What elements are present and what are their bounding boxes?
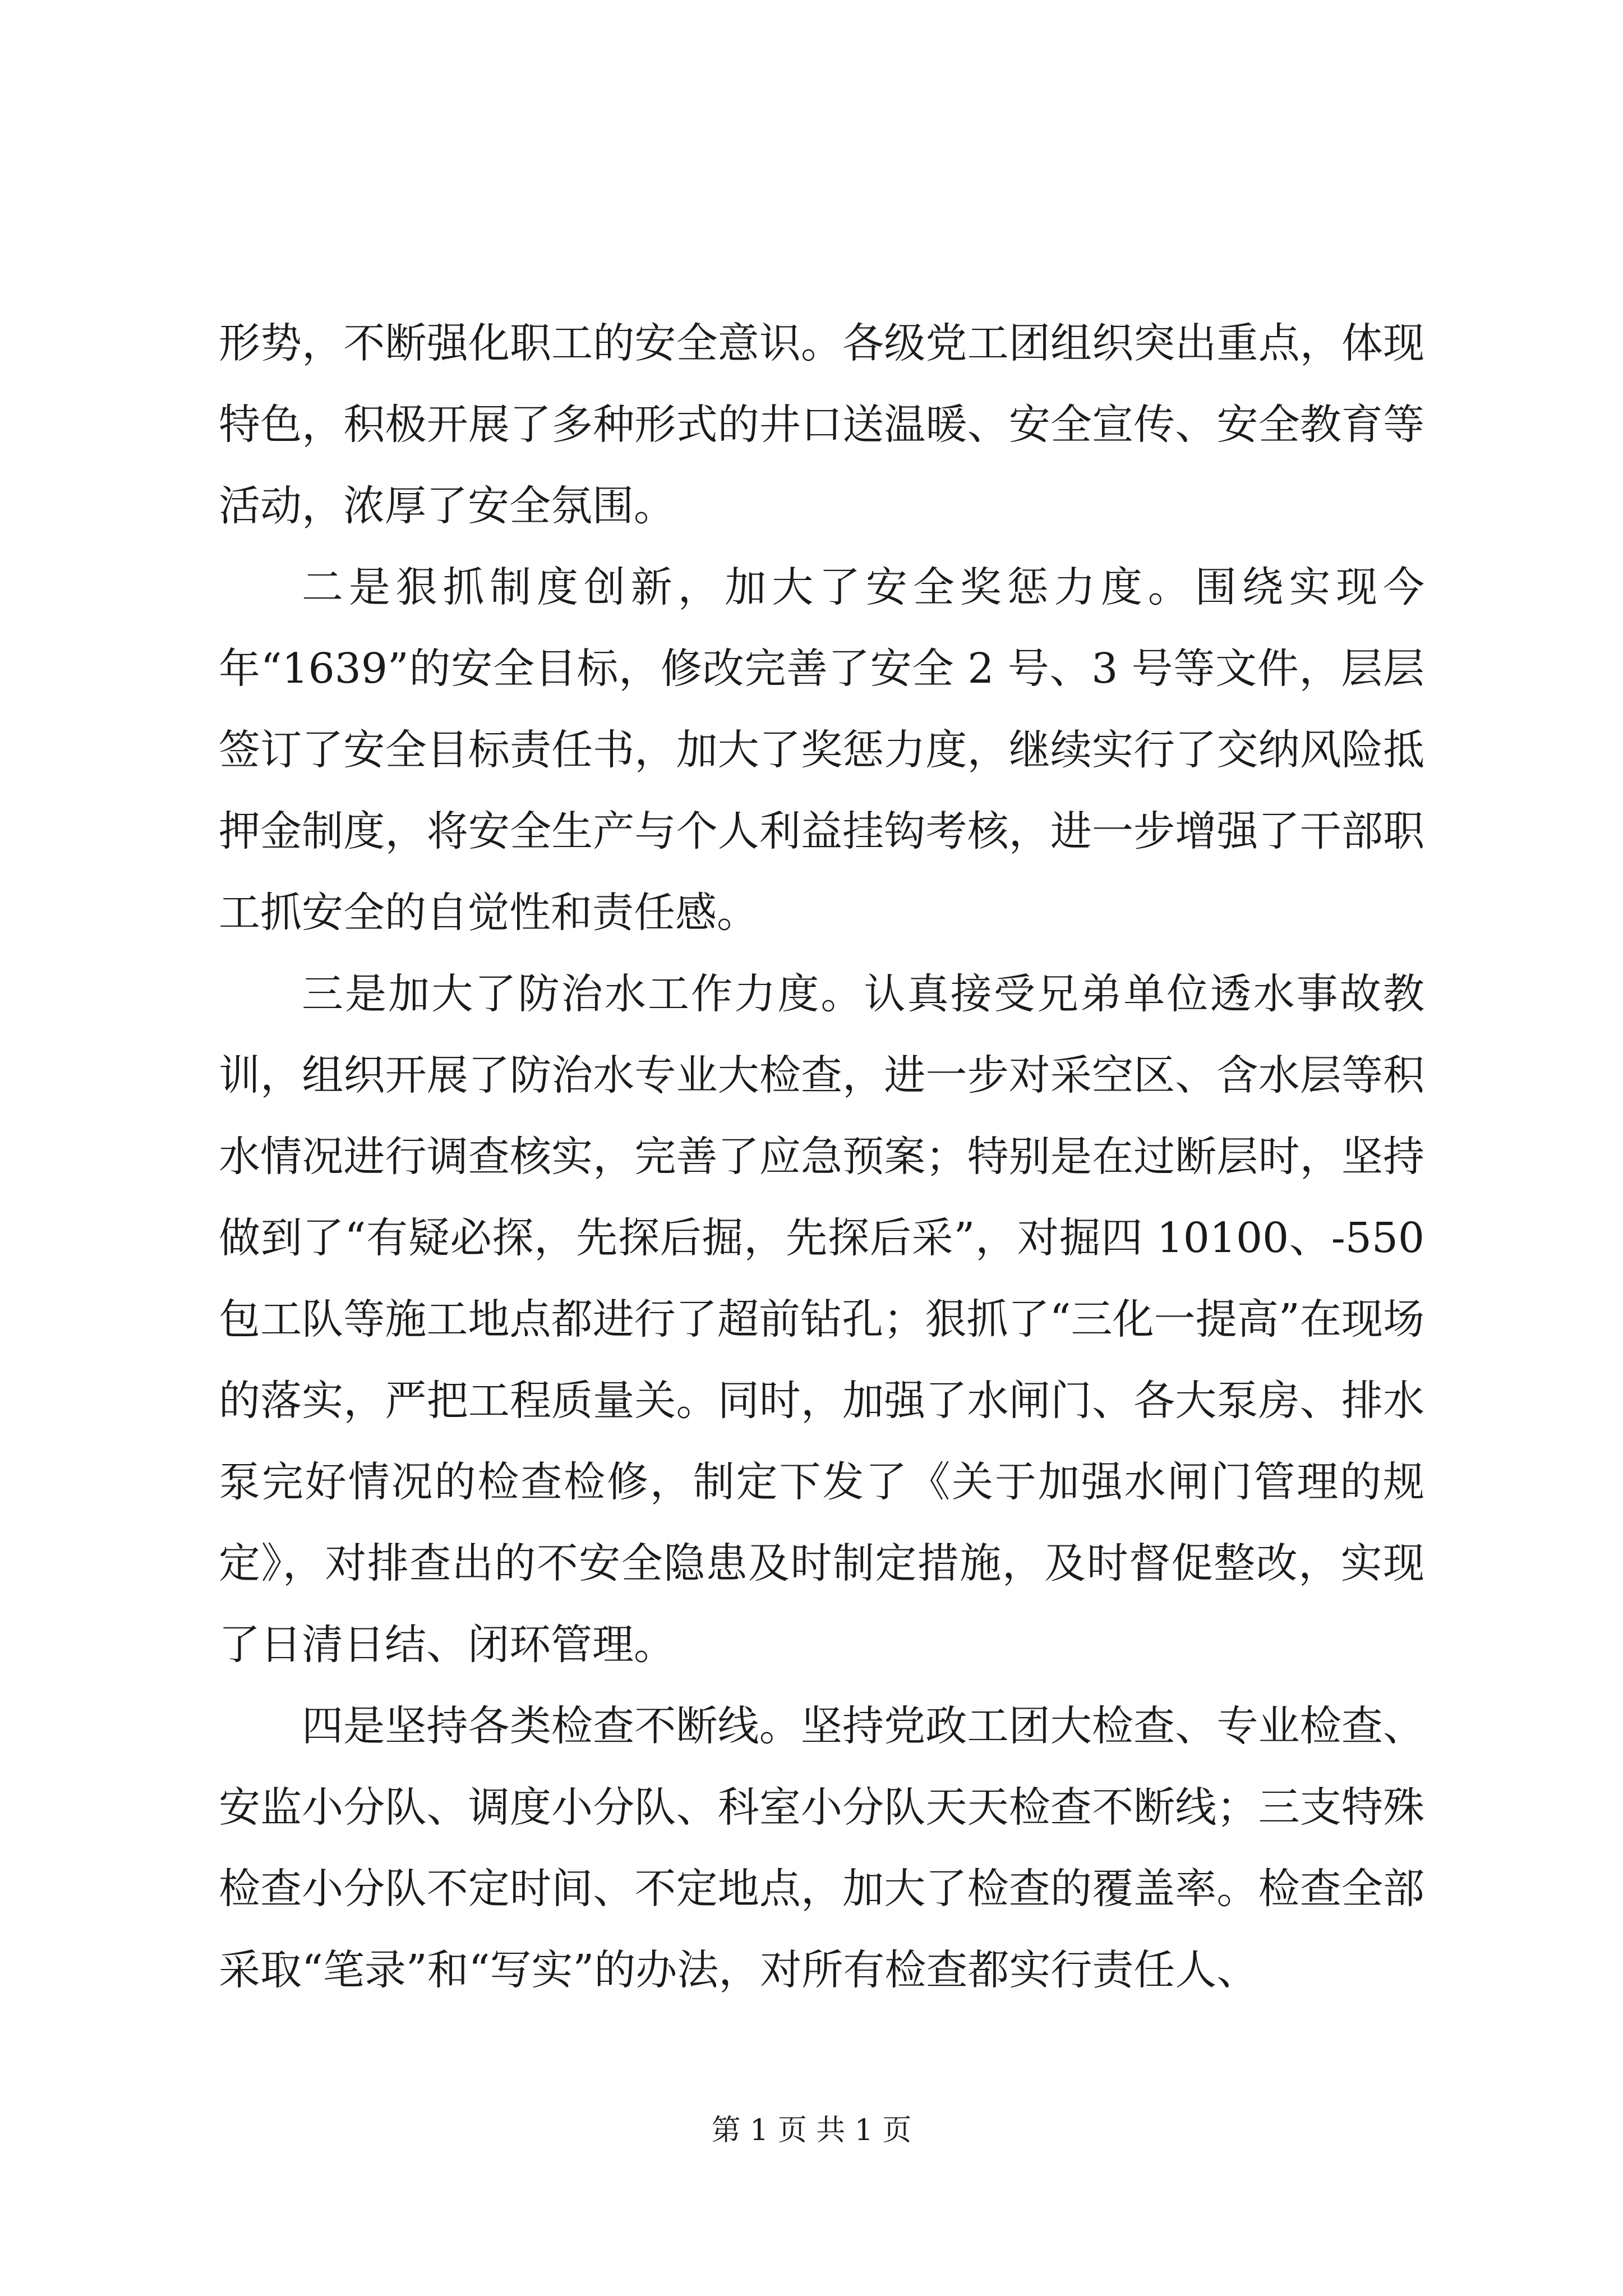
paragraph-continuation: 形势，不断强化职工的安全意识。各级党工团组织突出重点，体现特色，积极开展了多种形式的井口送温暖、安全宣传、安全教育等活动，浓厚了安全氛围。 xyxy=(219,319,1424,530)
paragraph-water-control: 三是加大了防治水工作力度。认真接受兄弟单位透水事故教训，组织开展了防治水专业大检查，进一步对采空区、含水层等积水情况进行调查核实，完善了应急预案；特别是在过断层时，坚持做到了“有疑必探，先探后掘，先探后采”，对掘四 10100、-550 包工队等施工地点都进行了超前钻孔；狠抓了“三化一提高”在现场的落实，严把工程质量关。同时，加强了水闸门、各大泵房、排水泵完好情况的检查检修，制定下发了《关于加强水闸门管理的规定》，对排查出的不安全隐患及时制定措施，及时督促整改，实现了日清日结、闭环管理。 xyxy=(219,970,1424,1669)
page-number-footer: 第 1 页 共 1 页 xyxy=(711,2114,912,2147)
paragraph-institutional-innovation: 二是狠抓制度创新，加大了安全奖惩力度。围绕实现今年“1639”的安全目标，修改完善了安全 2 号、3 号等文件，层层签订了安全目标责任书，加大了奖惩力度，继续实行了交纳风险抵押金制度，将安全生产与个人利益挂钩考核，进一步增强了干部职工抓安全的自觉性和责任感。 xyxy=(219,563,1424,937)
document-body xyxy=(219,303,1424,2011)
paragraph-inspections: 四是坚持各类检查不断线。坚持党政工团大检查、专业检查、安监小分队、调度小分队、科室小分队天天检查不断线；三支特殊检查小分队不定时间、不定地点，加大了检查的覆盖率。检查全部采取“笔录”和“写实”的办法，对所有检查都实行责任人、 xyxy=(219,1702,1424,1994)
